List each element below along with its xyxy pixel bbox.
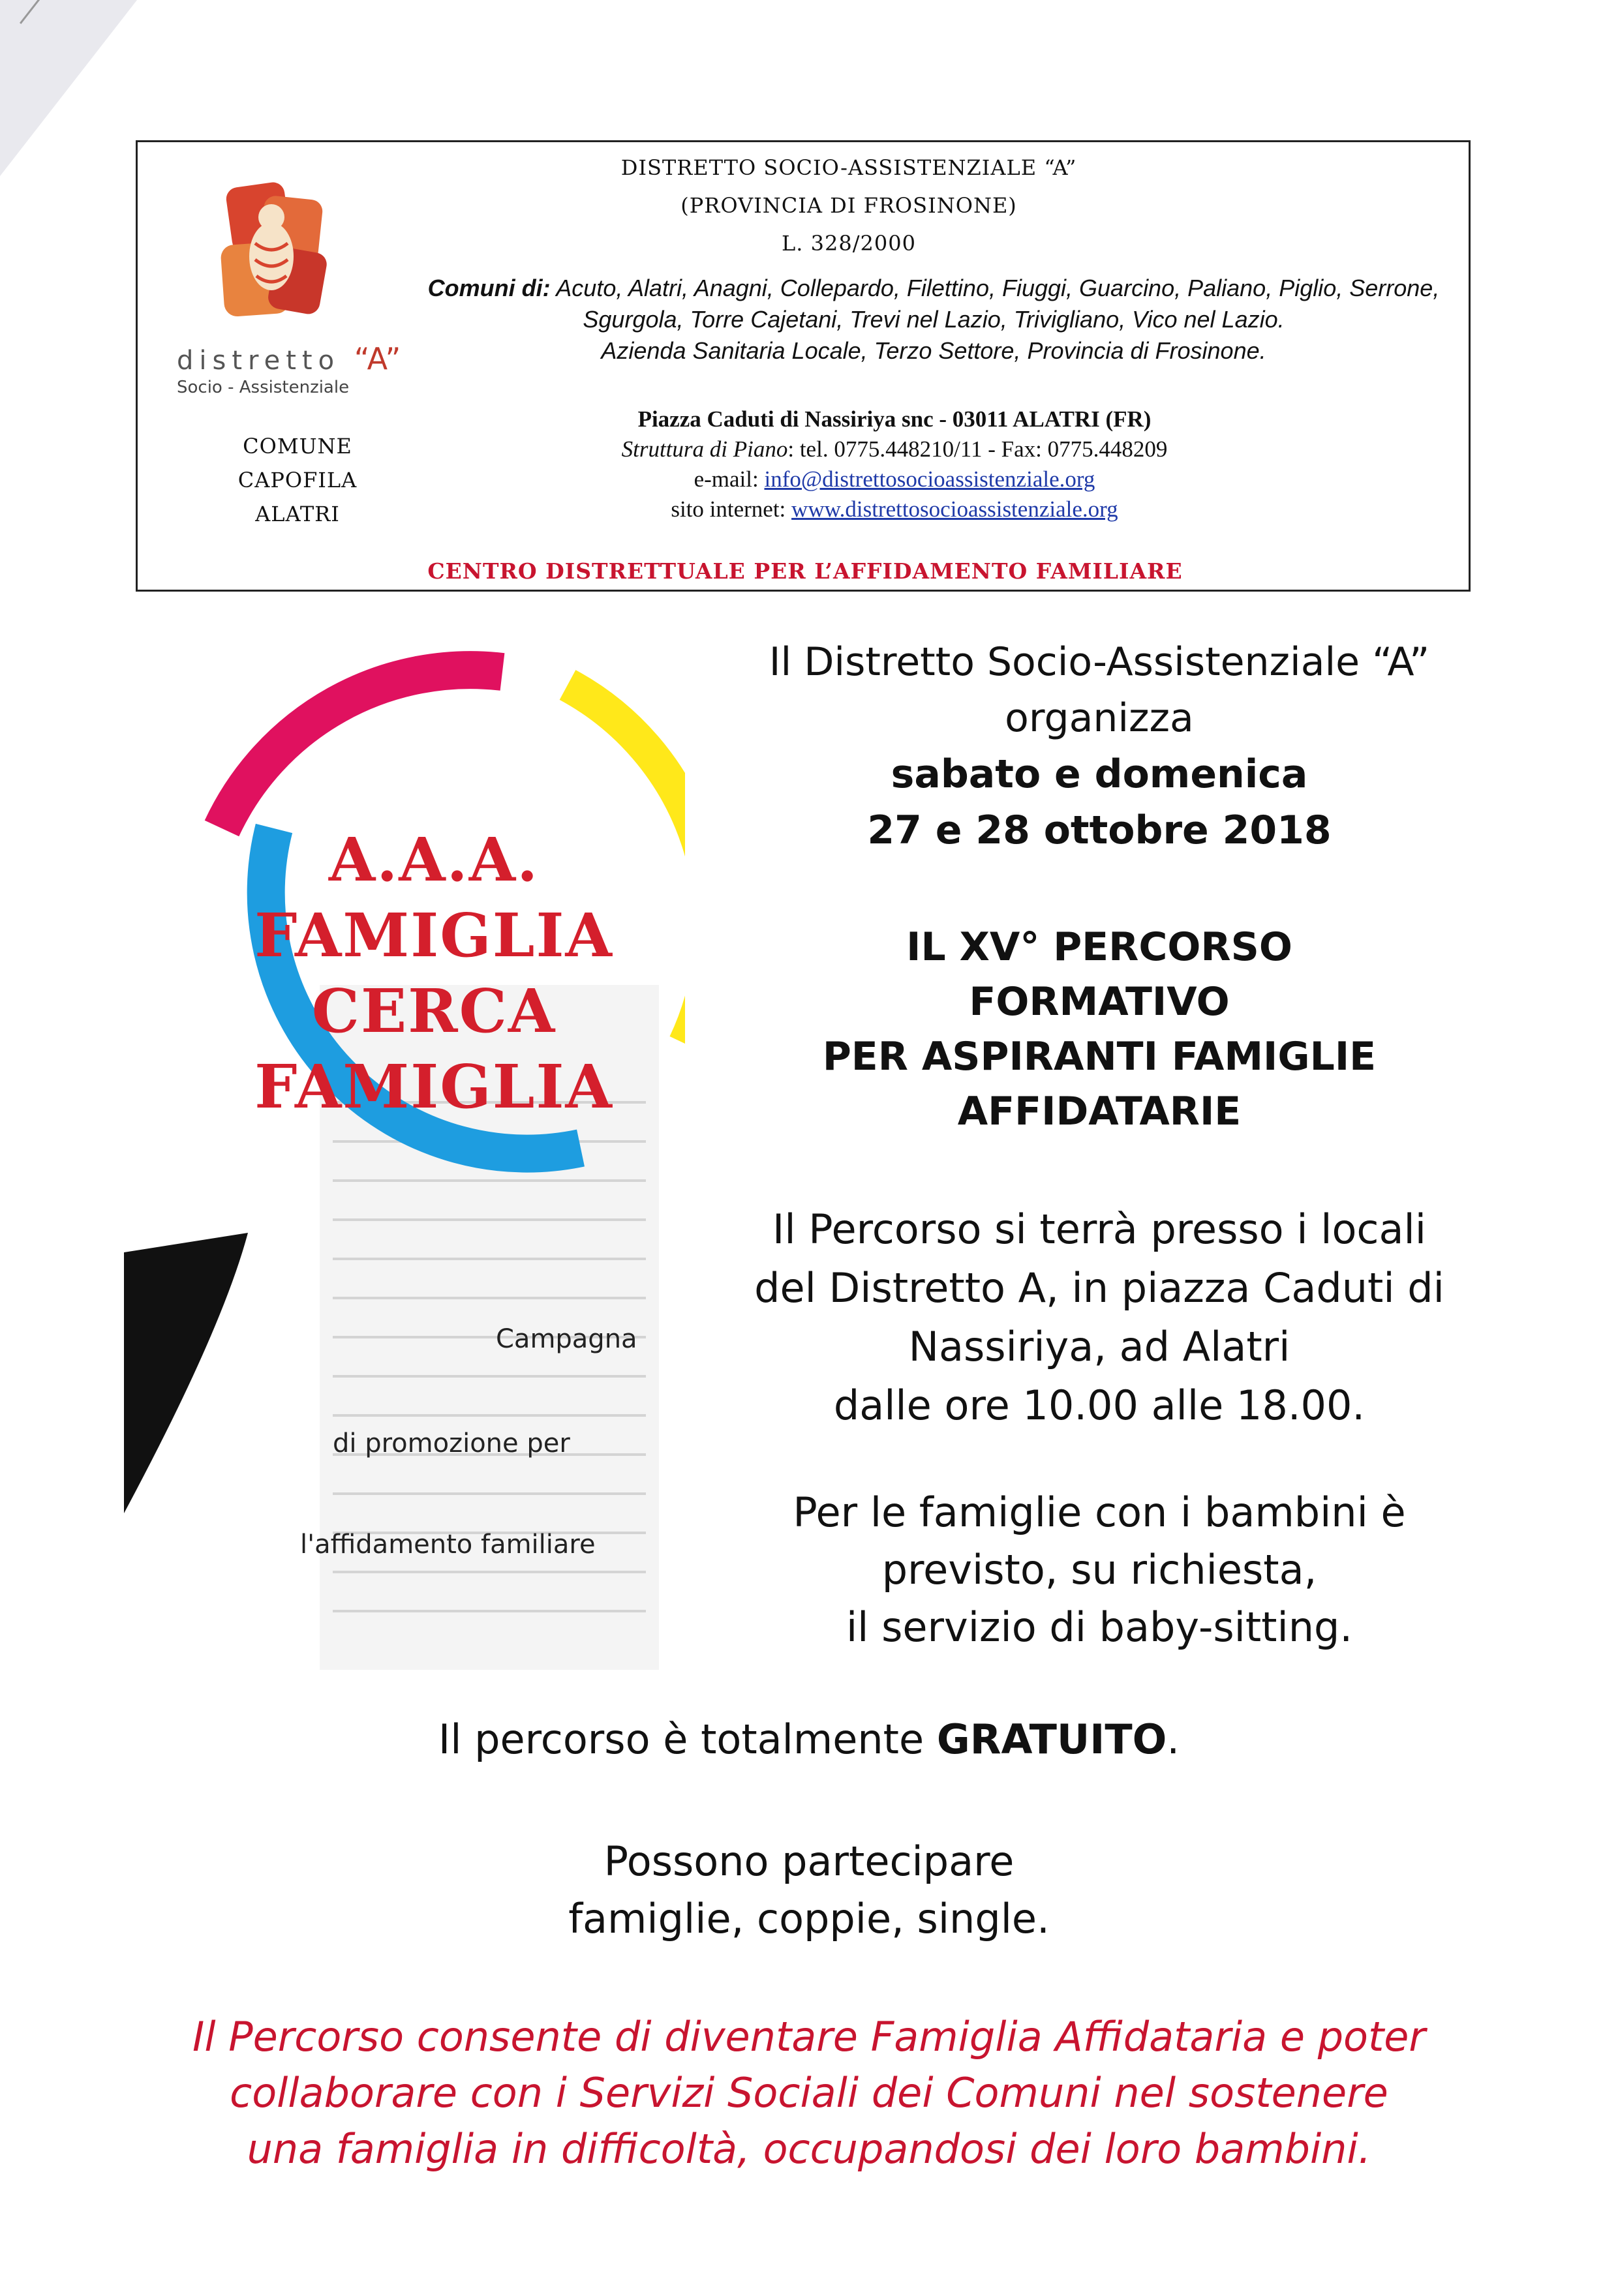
comuni-label: Comuni di:	[427, 275, 551, 301]
intro-organizer: Il Distretto Socio-Assistenziale “A”	[769, 639, 1430, 685]
course-title-4: AFFIDATARIE	[957, 1089, 1242, 1134]
logo-letter: “A”	[354, 341, 403, 376]
campaign-slogan	[206, 822, 662, 1125]
org-title	[490, 149, 1208, 262]
comune-capofila	[177, 429, 418, 531]
slogan-famiglia-2: FAMIGLIA	[254, 1051, 613, 1122]
purpose-line-2: collaborare con i Servizi Sociali dei Comuni nel sostenere	[230, 2069, 1388, 2117]
babysitting-line-3: il servizio di baby-sitting.	[846, 1603, 1353, 1651]
purpose-block	[0, 2009, 1618, 2177]
alatri-line: ALATRI	[255, 502, 340, 526]
slogan-famiglia-1: FAMIGLIA	[254, 900, 613, 971]
contact-info	[568, 404, 1221, 524]
site-label: sito internet:	[671, 496, 792, 522]
participants-line-2: famiglie, coppie, single.	[568, 1895, 1050, 1942]
address: Piazza Caduti di Nassiriya snc - 03011 ALATRI (FR)	[637, 406, 1152, 432]
course-title-1: IL XV° PERCORSO	[906, 924, 1292, 970]
course-title-2: FORMATIVO	[969, 979, 1230, 1025]
participants-line-1: Possono partecipare	[603, 1837, 1015, 1885]
free-pre: Il percorso è totalmente	[438, 1715, 937, 1763]
logo-subtitle: Socio - Assistenziale	[177, 378, 350, 397]
email-link[interactable]: info@distrettosocioassistenziale.org	[764, 466, 1095, 492]
babysitting-block	[692, 1484, 1507, 1656]
course-title	[692, 920, 1507, 1139]
comuni-extra: Azienda Sanitaria Locale, Terzo Settore, Provincia di Frosinone.	[601, 337, 1266, 364]
comuni-list	[425, 273, 1442, 367]
babysitting-line-2: previsto, su richiesta,	[881, 1546, 1317, 1594]
slogan-cerca: CERCA	[311, 976, 557, 1046]
logo-mark-icon	[209, 172, 340, 328]
logo-name: distretto	[177, 346, 341, 376]
free-bold: GRATUITO	[936, 1715, 1167, 1763]
capofila-line: CAPOFILA	[237, 468, 358, 492]
purpose-line-3: una famiglia in difficoltà, occupandosi dei loro bambini.	[247, 2125, 1371, 2173]
org-province: (PROVINCIA DI FROSINONE)	[680, 193, 1017, 218]
campaign-graphic	[124, 646, 685, 1676]
free-post: .	[1167, 1715, 1180, 1763]
org-name: DISTRETTO SOCIO-ASSISTENZIALE “A”	[620, 155, 1077, 180]
intro-block	[692, 634, 1507, 858]
website-link[interactable]: www.distrettosocioassistenziale.org	[791, 496, 1118, 522]
phone-fax: : tel. 0775.448210/11 - Fax: 0775.448209	[787, 436, 1168, 462]
org-law: L. 328/2000	[782, 231, 916, 256]
comune-line: COMUNE	[243, 434, 352, 459]
purpose-line-1: Il Percorso consente di diventare Famiglia Affidataria e poter	[192, 2013, 1426, 2061]
campaign-sub-3: l'affidamento familiare	[300, 1530, 596, 1560]
dates-date: 27 e 28 ottobre 2018	[867, 808, 1332, 853]
slogan-aaa: A.A.A.	[328, 824, 540, 895]
babysitting-line-1: Per le famiglie con i bambini è	[793, 1488, 1406, 1536]
centro-title: CENTRO DISTRETTUALE PER L’AFFIDAMENTO FAMILIARE	[427, 558, 1183, 584]
page-fold-corner	[0, 0, 137, 176]
campaign-rings-icon	[124, 646, 685, 1676]
location-block	[692, 1200, 1507, 1435]
location-line-4: dalle ore 10.00 alle 18.00.	[833, 1382, 1366, 1429]
location-line-3: Nassiriya, ad Alatri	[908, 1323, 1290, 1370]
letterhead-box	[136, 140, 1471, 592]
course-title-3: PER ASPIRANTI FAMIGLIE	[822, 1034, 1377, 1080]
location-line-2: del Distretto A, in piazza Caduti di	[754, 1264, 1444, 1312]
email-label: e-mail:	[694, 466, 765, 492]
comuni-names: Acuto, Alatri, Anagni, Collepardo, Filettino, Fiuggi, Guarcino, Paliano, Piglio, Serrone, Sgurgola, Torre Cajetani, Trevi nel Lazio, Trivigliano, Vico nel Lazio.	[550, 275, 1440, 333]
participants-block	[0, 1833, 1618, 1948]
intro-organizza: organizza	[1005, 695, 1194, 741]
dates-days: sabato e domenica	[891, 751, 1308, 797]
struttura-label: Struttura di Piano	[621, 436, 788, 462]
free-notice	[0, 1715, 1618, 1763]
campaign-sub-2: di promozione per	[333, 1428, 570, 1458]
campaign-sub-1: Campagna	[496, 1324, 637, 1354]
location-line-1: Il Percorso si terrà presso i locali	[772, 1205, 1426, 1253]
